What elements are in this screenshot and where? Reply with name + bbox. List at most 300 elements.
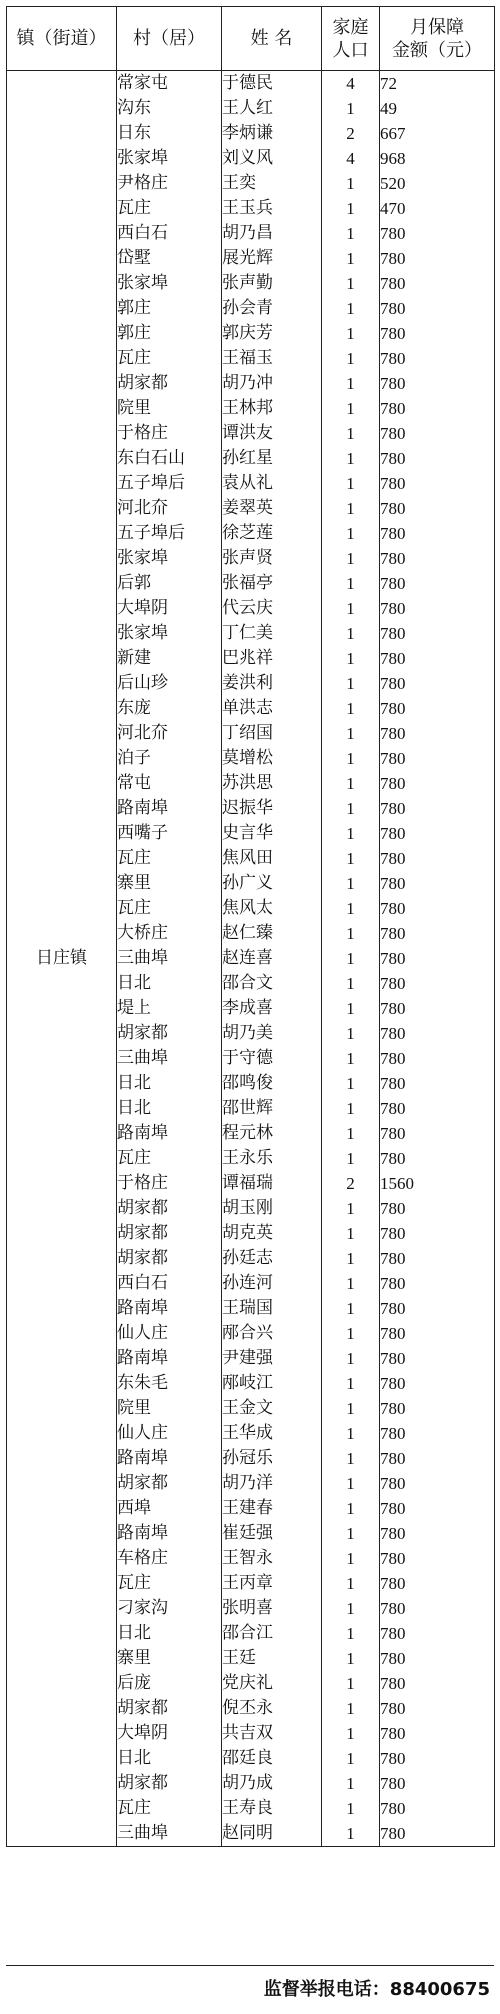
monthly-amount-cell: 780	[380, 1096, 495, 1121]
name-cell: 李成喜	[222, 996, 322, 1021]
header-amount-line2: 金额（元）	[392, 39, 482, 61]
name-cell: 党庆礼	[222, 1671, 322, 1696]
household-size-cell: 1	[322, 1021, 380, 1046]
monthly-amount-cell: 780	[380, 1271, 495, 1296]
household-size-cell: 1	[322, 1646, 380, 1671]
village-cell: 瓦庄	[117, 1146, 222, 1171]
monthly-amount-cell: 780	[380, 1046, 495, 1071]
name-cell: 赵连喜	[222, 946, 322, 971]
monthly-amount-cell: 780	[380, 846, 495, 871]
village-cell: 尹格庄	[117, 171, 222, 196]
household-size-cell: 1	[322, 1746, 380, 1771]
monthly-amount-cell: 780	[380, 1571, 495, 1596]
name-cell: 王华成	[222, 1421, 322, 1446]
village-cell: 瓦庄	[117, 846, 222, 871]
monthly-amount-cell: 780	[380, 1646, 495, 1671]
household-size-cell: 1	[322, 1471, 380, 1496]
header-amount	[380, 7, 495, 71]
monthly-amount-cell: 667	[380, 121, 495, 146]
household-size-cell: 1	[322, 196, 380, 221]
name-cell: 李炳谦	[222, 121, 322, 146]
household-size-cell: 1	[322, 1346, 380, 1371]
household-size-cell: 1	[322, 1396, 380, 1421]
village-cell: 三曲埠	[117, 1821, 222, 1847]
monthly-amount-cell: 780	[380, 821, 495, 846]
village-cell: 瓦庄	[117, 196, 222, 221]
monthly-amount-cell: 780	[380, 346, 495, 371]
household-size-cell: 4	[322, 71, 380, 97]
village-cell: 大埠阴	[117, 1721, 222, 1746]
name-cell: 王奕	[222, 171, 322, 196]
household-size-cell: 2	[322, 1171, 380, 1196]
name-cell: 赵同明	[222, 1821, 322, 1847]
household-size-cell: 1	[322, 1096, 380, 1121]
name-cell: 孙会青	[222, 296, 322, 321]
household-size-cell: 1	[322, 1046, 380, 1071]
village-cell: 三曲埠	[117, 946, 222, 971]
monthly-amount-cell: 780	[380, 596, 495, 621]
household-size-cell: 1	[322, 1271, 380, 1296]
name-cell: 焦风太	[222, 896, 322, 921]
household-size-cell: 1	[322, 846, 380, 871]
household-size-cell: 1	[322, 321, 380, 346]
name-cell: 王瑞国	[222, 1296, 322, 1321]
household-size-cell: 1	[322, 1621, 380, 1646]
monthly-amount-cell: 780	[380, 321, 495, 346]
header-household	[322, 7, 380, 71]
table-header-row	[7, 7, 495, 71]
village-cell: 于格庄	[117, 1171, 222, 1196]
household-size-cell: 1	[322, 946, 380, 971]
household-size-cell: 1	[322, 1521, 380, 1546]
monthly-amount-cell: 780	[380, 471, 495, 496]
village-cell: 路南埠	[117, 1446, 222, 1471]
monthly-amount-cell: 780	[380, 1371, 495, 1396]
monthly-amount-cell: 780	[380, 646, 495, 671]
name-cell: 张声勤	[222, 271, 322, 296]
village-cell: 五子埠后	[117, 521, 222, 546]
household-size-cell: 1	[322, 296, 380, 321]
village-cell: 后庞	[117, 1671, 222, 1696]
household-size-cell: 1	[322, 1421, 380, 1446]
monthly-amount-cell: 780	[380, 1246, 495, 1271]
household-size-cell: 1	[322, 346, 380, 371]
name-cell: 邵鸣俊	[222, 1071, 322, 1096]
name-cell: 单洪志	[222, 696, 322, 721]
village-cell: 仙人庄	[117, 1421, 222, 1446]
village-cell: 西嘴子	[117, 821, 222, 846]
monthly-amount-cell: 780	[380, 421, 495, 446]
village-cell: 郭庄	[117, 296, 222, 321]
village-cell: 堤上	[117, 996, 222, 1021]
monthly-amount-cell: 780	[380, 796, 495, 821]
village-cell: 东庞	[117, 696, 222, 721]
household-size-cell: 1	[322, 221, 380, 246]
village-cell: 张家埠	[117, 546, 222, 571]
name-cell: 胡乃美	[222, 1021, 322, 1046]
name-cell: 姜洪利	[222, 671, 322, 696]
household-size-cell: 4	[322, 146, 380, 171]
monthly-amount-cell: 780	[380, 1621, 495, 1646]
name-cell: 刘义风	[222, 146, 322, 171]
monthly-amount-cell: 780	[380, 771, 495, 796]
name-cell: 王金文	[222, 1396, 322, 1421]
monthly-amount-cell: 780	[380, 246, 495, 271]
monthly-amount-cell: 72	[380, 71, 495, 97]
village-cell: 河北夼	[117, 721, 222, 746]
village-cell: 常屯	[117, 771, 222, 796]
monthly-amount-cell: 780	[380, 546, 495, 571]
village-cell: 车格庄	[117, 1546, 222, 1571]
household-size-cell: 1	[322, 446, 380, 471]
monthly-amount-cell: 780	[380, 871, 495, 896]
name-cell: 袁从礼	[222, 471, 322, 496]
name-cell: 胡克英	[222, 1221, 322, 1246]
household-size-cell: 1	[322, 1796, 380, 1821]
name-cell: 程元林	[222, 1121, 322, 1146]
monthly-amount-cell: 780	[380, 1796, 495, 1821]
village-cell: 张家埠	[117, 146, 222, 171]
household-size-cell: 1	[322, 546, 380, 571]
household-size-cell: 1	[322, 996, 380, 1021]
monthly-amount-cell: 780	[380, 371, 495, 396]
monthly-amount-cell: 780	[380, 396, 495, 421]
name-cell: 谭福瑞	[222, 1171, 322, 1196]
monthly-amount-cell: 780	[380, 1671, 495, 1696]
village-cell: 路南埠	[117, 796, 222, 821]
monthly-amount-cell: 780	[380, 1721, 495, 1746]
name-cell: 张明喜	[222, 1596, 322, 1621]
household-size-cell: 1	[322, 1546, 380, 1571]
name-cell: 于德民	[222, 71, 322, 97]
village-cell: 瓦庄	[117, 1796, 222, 1821]
village-cell: 大桥庄	[117, 921, 222, 946]
name-cell: 胡乃成	[222, 1771, 322, 1796]
household-size-cell: 1	[322, 396, 380, 421]
household-size-cell: 1	[322, 471, 380, 496]
village-cell: 日北	[117, 971, 222, 996]
name-cell: 邵合文	[222, 971, 322, 996]
village-cell: 日北	[117, 1071, 222, 1096]
monthly-amount-cell: 780	[380, 1446, 495, 1471]
monthly-amount-cell: 780	[380, 671, 495, 696]
household-size-cell: 1	[322, 746, 380, 771]
name-cell: 邴合兴	[222, 1321, 322, 1346]
monthly-amount-cell: 780	[380, 1771, 495, 1796]
monthly-amount-cell: 780	[380, 1346, 495, 1371]
village-cell: 瓦庄	[117, 346, 222, 371]
household-size-cell: 1	[322, 1771, 380, 1796]
village-cell: 路南埠	[117, 1121, 222, 1146]
table-body	[7, 71, 495, 1847]
name-cell: 邵世辉	[222, 1096, 322, 1121]
village-cell: 路南埠	[117, 1296, 222, 1321]
monthly-amount-cell: 780	[380, 271, 495, 296]
header-town: 镇（街道）	[7, 7, 117, 71]
household-size-cell: 1	[322, 246, 380, 271]
name-cell: 王玉兵	[222, 196, 322, 221]
name-cell: 焦风田	[222, 846, 322, 871]
monthly-amount-cell: 780	[380, 921, 495, 946]
name-cell: 孙广义	[222, 871, 322, 896]
household-size-cell: 1	[322, 871, 380, 896]
monthly-amount-cell: 780	[380, 721, 495, 746]
name-cell: 张福亭	[222, 571, 322, 596]
household-size-cell: 2	[322, 121, 380, 146]
monthly-amount-cell: 780	[380, 896, 495, 921]
household-size-cell: 1	[322, 1571, 380, 1596]
household-size-cell: 1	[322, 1371, 380, 1396]
village-cell: 泊子	[117, 746, 222, 771]
village-cell: 刁家沟	[117, 1596, 222, 1621]
name-cell: 张声贤	[222, 546, 322, 571]
header-household-line1: 家庭	[332, 16, 369, 38]
village-cell: 瓦庄	[117, 896, 222, 921]
monthly-amount-cell: 780	[380, 1396, 495, 1421]
household-size-cell: 1	[322, 971, 380, 996]
name-cell: 王福玉	[222, 346, 322, 371]
household-size-cell: 1	[322, 721, 380, 746]
monthly-amount-cell: 780	[380, 696, 495, 721]
village-cell: 三曲埠	[117, 1046, 222, 1071]
name-cell: 郭庆芳	[222, 321, 322, 346]
name-cell: 史言华	[222, 821, 322, 846]
table-row	[7, 71, 495, 97]
village-cell: 路南埠	[117, 1346, 222, 1371]
name-cell: 徐芝莲	[222, 521, 322, 546]
village-cell: 胡家都	[117, 1196, 222, 1221]
name-cell: 邴岐江	[222, 1371, 322, 1396]
village-cell: 院里	[117, 1396, 222, 1421]
household-size-cell: 1	[322, 171, 380, 196]
monthly-amount-cell: 780	[380, 1496, 495, 1521]
village-cell: 胡家都	[117, 371, 222, 396]
monthly-amount-cell: 780	[380, 1471, 495, 1496]
name-cell: 胡玉刚	[222, 1196, 322, 1221]
household-size-cell: 1	[322, 896, 380, 921]
household-size-cell: 1	[322, 571, 380, 596]
household-size-cell: 1	[322, 646, 380, 671]
village-cell: 新建	[117, 646, 222, 671]
village-cell: 日北	[117, 1096, 222, 1121]
village-cell: 沟东	[117, 96, 222, 121]
household-size-cell: 1	[322, 596, 380, 621]
footer-divider	[6, 1965, 494, 1966]
monthly-amount-cell: 780	[380, 446, 495, 471]
name-cell: 孙廷志	[222, 1246, 322, 1271]
name-cell: 丁仁美	[222, 621, 322, 646]
household-size-cell: 1	[322, 1696, 380, 1721]
name-cell: 代云庆	[222, 596, 322, 621]
monthly-amount-cell: 780	[380, 946, 495, 971]
header-household-line2: 人口	[332, 39, 369, 61]
name-cell: 共吉双	[222, 1721, 322, 1746]
monthly-amount-cell: 780	[380, 571, 495, 596]
village-cell: 寨里	[117, 1646, 222, 1671]
household-size-cell: 1	[322, 1446, 380, 1471]
name-cell: 王丙章	[222, 1571, 322, 1596]
name-cell: 王寿良	[222, 1796, 322, 1821]
household-size-cell: 1	[322, 696, 380, 721]
village-cell: 胡家都	[117, 1771, 222, 1796]
household-size-cell: 1	[322, 1821, 380, 1847]
village-cell: 胡家都	[117, 1221, 222, 1246]
household-size-cell: 1	[322, 1671, 380, 1696]
household-size-cell: 1	[322, 1321, 380, 1346]
village-cell: 后山珍	[117, 671, 222, 696]
household-size-cell: 1	[322, 496, 380, 521]
monthly-amount-cell: 780	[380, 1121, 495, 1146]
household-size-cell: 1	[322, 1246, 380, 1271]
household-size-cell: 1	[322, 421, 380, 446]
monthly-amount-cell: 780	[380, 1321, 495, 1346]
village-cell: 张家埠	[117, 271, 222, 296]
household-size-cell: 1	[322, 1721, 380, 1746]
supervision-hotline: 监督举报电话：88400675	[263, 1979, 490, 2000]
village-cell: 后郭	[117, 571, 222, 596]
name-cell: 孙冠乐	[222, 1446, 322, 1471]
monthly-amount-cell: 780	[380, 1696, 495, 1721]
relief-roster-table	[6, 6, 495, 1847]
household-size-cell: 1	[322, 1121, 380, 1146]
monthly-amount-cell: 780	[380, 1546, 495, 1571]
household-size-cell: 1	[322, 1196, 380, 1221]
monthly-amount-cell: 470	[380, 196, 495, 221]
village-cell: 日北	[117, 1621, 222, 1646]
name-cell: 孙连河	[222, 1271, 322, 1296]
monthly-amount-cell: 780	[380, 1596, 495, 1621]
household-size-cell: 1	[322, 521, 380, 546]
monthly-amount-cell: 780	[380, 1521, 495, 1546]
name-cell: 巴兆祥	[222, 646, 322, 671]
name-cell: 邵合江	[222, 1621, 322, 1646]
name-cell: 于守德	[222, 1046, 322, 1071]
village-cell: 西埠	[117, 1496, 222, 1521]
village-cell: 胡家都	[117, 1696, 222, 1721]
monthly-amount-cell: 780	[380, 1221, 495, 1246]
household-size-cell: 1	[322, 371, 380, 396]
village-cell: 胡家都	[117, 1471, 222, 1496]
name-cell: 崔廷强	[222, 1521, 322, 1546]
name-cell: 迟振华	[222, 796, 322, 821]
name-cell: 谭洪友	[222, 421, 322, 446]
name-cell: 展光辉	[222, 246, 322, 271]
village-cell: 胡家都	[117, 1246, 222, 1271]
name-cell: 苏洪思	[222, 771, 322, 796]
household-size-cell: 1	[322, 1071, 380, 1096]
household-size-cell: 1	[322, 1221, 380, 1246]
monthly-amount-cell: 780	[380, 1746, 495, 1771]
monthly-amount-cell: 780	[380, 621, 495, 646]
name-cell: 孙红星	[222, 446, 322, 471]
household-size-cell: 1	[322, 96, 380, 121]
name-cell: 王永乐	[222, 1146, 322, 1171]
village-cell: 院里	[117, 396, 222, 421]
name-cell: 王智永	[222, 1546, 322, 1571]
name-cell: 尹建强	[222, 1346, 322, 1371]
name-cell: 王人红	[222, 96, 322, 121]
monthly-amount-cell: 780	[380, 496, 495, 521]
monthly-amount-cell: 520	[380, 171, 495, 196]
household-size-cell: 1	[322, 1596, 380, 1621]
household-size-cell: 1	[322, 1496, 380, 1521]
name-cell: 倪丕永	[222, 1696, 322, 1721]
name-cell: 王廷	[222, 1646, 322, 1671]
village-cell: 于格庄	[117, 421, 222, 446]
monthly-amount-cell: 780	[380, 1021, 495, 1046]
village-cell: 河北夼	[117, 496, 222, 521]
household-size-cell: 1	[322, 1296, 380, 1321]
monthly-amount-cell: 780	[380, 521, 495, 546]
monthly-amount-cell: 968	[380, 146, 495, 171]
village-cell: 张家埠	[117, 621, 222, 646]
header-amount-line1: 月保障	[410, 16, 464, 38]
village-cell: 日东	[117, 121, 222, 146]
village-cell: 胡家都	[117, 1021, 222, 1046]
village-cell: 东朱毛	[117, 1371, 222, 1396]
village-cell: 常家屯	[117, 71, 222, 97]
monthly-amount-cell: 49	[380, 96, 495, 121]
village-cell: 路南埠	[117, 1521, 222, 1546]
name-cell: 姜翠英	[222, 496, 322, 521]
name-cell: 莫增松	[222, 746, 322, 771]
name-cell: 王建春	[222, 1496, 322, 1521]
name-cell: 王林邦	[222, 396, 322, 421]
name-cell: 胡乃昌	[222, 221, 322, 246]
household-size-cell: 1	[322, 1146, 380, 1171]
header-village: 村（居）	[117, 7, 222, 71]
name-cell: 邵廷良	[222, 1746, 322, 1771]
monthly-amount-cell: 780	[380, 1071, 495, 1096]
header-name: 姓 名	[222, 7, 322, 71]
household-size-cell: 1	[322, 621, 380, 646]
monthly-amount-cell: 780	[380, 221, 495, 246]
name-cell: 赵仁臻	[222, 921, 322, 946]
village-cell: 五子埠后	[117, 471, 222, 496]
household-size-cell: 1	[322, 671, 380, 696]
monthly-amount-cell: 780	[380, 1146, 495, 1171]
name-cell: 丁绍国	[222, 721, 322, 746]
monthly-amount-cell: 780	[380, 296, 495, 321]
monthly-amount-cell: 780	[380, 1421, 495, 1446]
household-size-cell: 1	[322, 271, 380, 296]
town-cell: 日庄镇	[7, 71, 117, 1847]
monthly-amount-cell: 780	[380, 1196, 495, 1221]
village-cell: 瓦庄	[117, 1571, 222, 1596]
monthly-amount-cell: 780	[380, 996, 495, 1021]
monthly-amount-cell: 780	[380, 971, 495, 996]
monthly-amount-cell: 780	[380, 746, 495, 771]
village-cell: 西白石	[117, 1271, 222, 1296]
household-size-cell: 1	[322, 821, 380, 846]
village-cell: 郭庄	[117, 321, 222, 346]
household-size-cell: 1	[322, 771, 380, 796]
name-cell: 胡乃洋	[222, 1471, 322, 1496]
village-cell: 东白石山	[117, 446, 222, 471]
village-cell: 岱墅	[117, 246, 222, 271]
monthly-amount-cell: 780	[380, 1296, 495, 1321]
name-cell: 胡乃冲	[222, 371, 322, 396]
village-cell: 寨里	[117, 871, 222, 896]
village-cell: 大埠阴	[117, 596, 222, 621]
monthly-amount-cell: 780	[380, 1821, 495, 1847]
monthly-amount-cell: 1560	[380, 1171, 495, 1196]
village-cell: 西白石	[117, 221, 222, 246]
household-size-cell: 1	[322, 921, 380, 946]
village-cell: 仙人庄	[117, 1321, 222, 1346]
village-cell: 日北	[117, 1746, 222, 1771]
household-size-cell: 1	[322, 796, 380, 821]
